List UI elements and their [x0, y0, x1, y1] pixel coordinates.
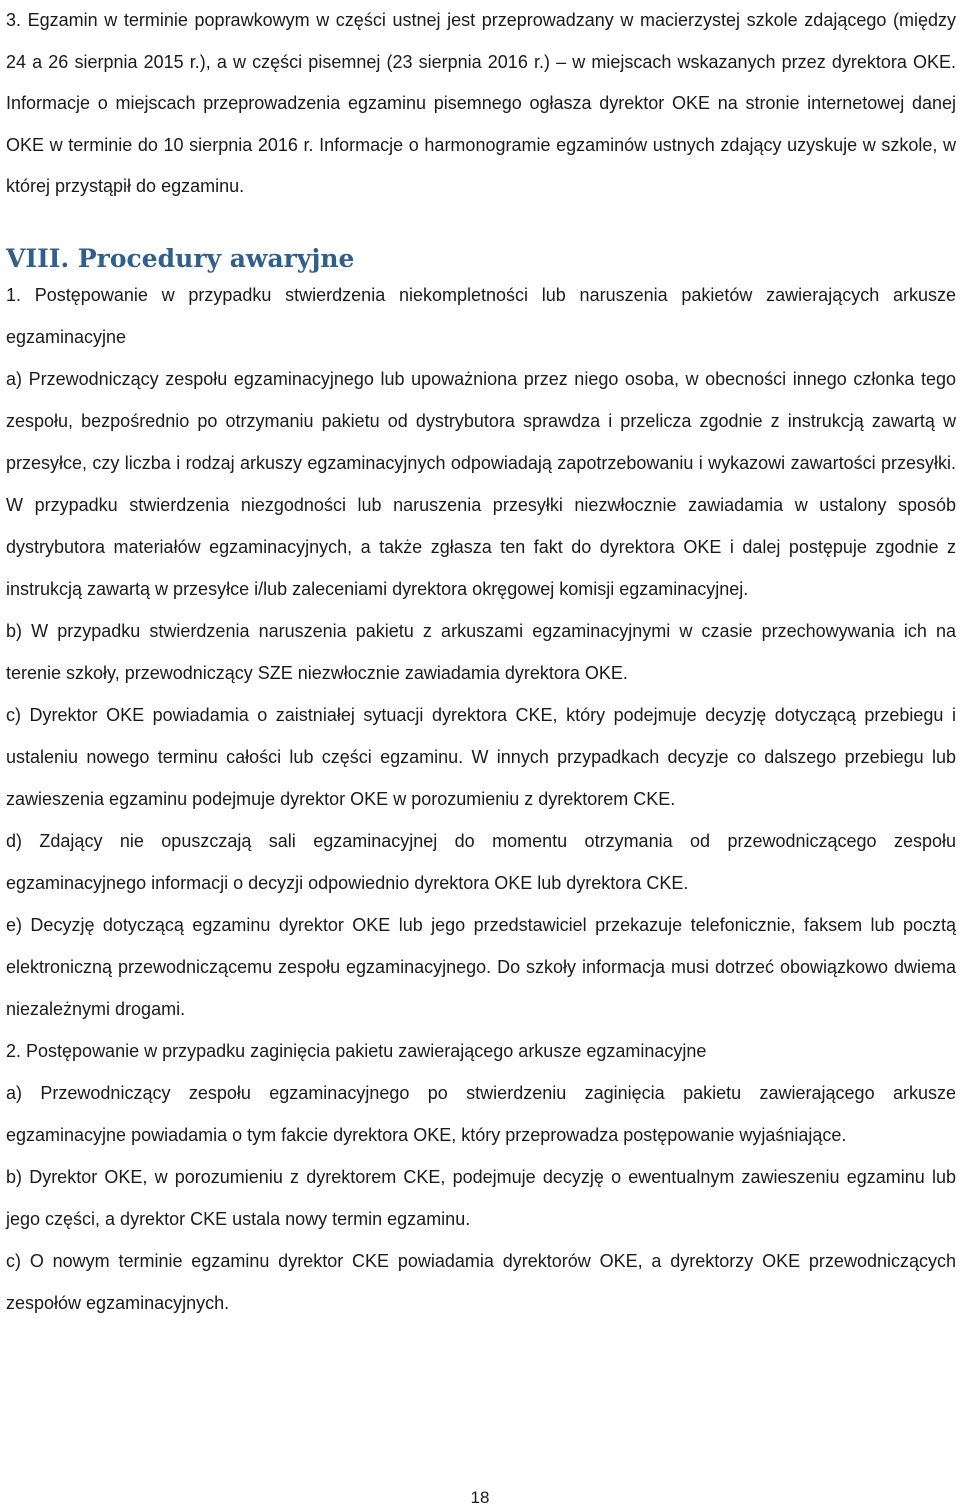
intro-paragraph: 3. Egzamin w terminie poprawkowym w części ustnej jest przeprowadzany w macierzystej szkole zdającego (między 24 a 26 sierpnia 2015 r.), a w części pisemnej (23 sierpnia 2016 r.) – w miejscach wskazanych przez dyrektora OKE. Informacje o miejscach przeprowadzenia egzaminu pisemnego ogłasza dyrektor OKE na stronie internetowej danej OKE w terminie do 10 sierpnia 2016 r. Informacje o harmonogramie egzaminów ustnych zdający uzyskuje w szkole, w której przystąpił do egzaminu. — [6, 10, 956, 196]
paragraph-1a: a) Przewodniczący zespołu egzaminacyjnego lub upoważniona przez niego osoba, w obecności innego członka tego zespołu, bezpośrednio po otrzymaniu pakietu od dystrybutora sprawdza i przelicza zgodnie z instrukcją zawartą w przesyłce, czy liczba i rodzaj arkuszy egzaminacyjnych odpowiadają zapotrzebowaniu i wykazowi zawartości przesyłki. W przypadku stwierdzenia niezgodności lub naruszenia przesyłki niezwłocznie zawiadamia w ustalony sposób dystrybutora materiałów egzaminacyjnych, a także zgłasza ten fakt do dyrektora OKE i dalej postępuje zgodnie z instrukcją zawartą w przesyłce i/lub zaleceniami dyrektora okręgowej komisji egzaminacyjnej. — [6, 368, 956, 599]
paragraph-2b: b) Dyrektor OKE, w porozumieniu z dyrektorem CKE, podejmuje decyzję o ewentualnym zawieszeniu egzaminu lub jego części, a dyrektor CKE ustala nowy termin egzaminu. — [6, 1166, 956, 1229]
paragraph-2c: c) O nowym terminie egzaminu dyrektor CKE powiadamia dyrektorów OKE, a dyrektorzy OKE przewodniczących zespołów egzaminacyjnych. — [6, 1250, 956, 1313]
page-number: 18 — [470, 1488, 490, 1507]
section-heading: VIII. Procedury awaryjne — [6, 243, 355, 273]
paragraph-2a: a) Przewodniczący zespołu egzaminacyjnego po stwierdzeniu zaginięcia pakietu zawierającego arkusze egzaminacyjne powiadamia o tym fakcie dyrektora OKE, który przeprowadza postępowanie wyjaśniające. — [6, 1082, 956, 1145]
paragraph-1e: e) Decyzję dotyczącą egzaminu dyrektor OKE lub jego przedstawiciel przekazuje telefonicznie, faksem lub pocztą elektroniczną przewodniczącemu zespołu egzaminacyjnego. Do szkoły informacja musi dotrzeć obowiązkowo dwiema niezależnymi drogami. — [6, 914, 956, 1019]
paragraph-1-title: 1. Postępowanie w przypadku stwierdzenia niekompletności lub naruszenia pakietów zawierających arkusze egzaminacyjne — [6, 284, 956, 347]
paragraph-1b: b) W przypadku stwierdzenia naruszenia pakietu z arkuszami egzaminacyjnymi w czasie przechowywania ich na terenie szkoły, przewodniczący SZE niezwłocznie zawiadamia dyrektora OKE. — [6, 620, 956, 683]
paragraph-1c: c) Dyrektor OKE powiadamia o zaistniałej sytuacji dyrektora CKE, który podejmuje decyzję dotyczącą przebiegu i ustaleniu nowego terminu całości lub części egzaminu. W innych przypadkach decyzje co dalszego przebiegu lub zawieszenia egzaminu podejmuje dyrektor OKE w porozumieniu z dyrektorem CKE. — [6, 704, 956, 809]
paragraph-1d: d) Zdający nie opuszczają sali egzaminacyjnej do momentu otrzymania od przewodniczącego zespołu egzaminacyjnego informacji o decyzji odpowiednio dyrektora OKE lub dyrektora CKE. — [6, 830, 956, 893]
document-page — [6, 0, 956, 1324]
paragraph-2-title: 2. Postępowanie w przypadku zaginięcia pakietu zawierającego arkusze egzaminacyjne — [6, 1040, 707, 1061]
